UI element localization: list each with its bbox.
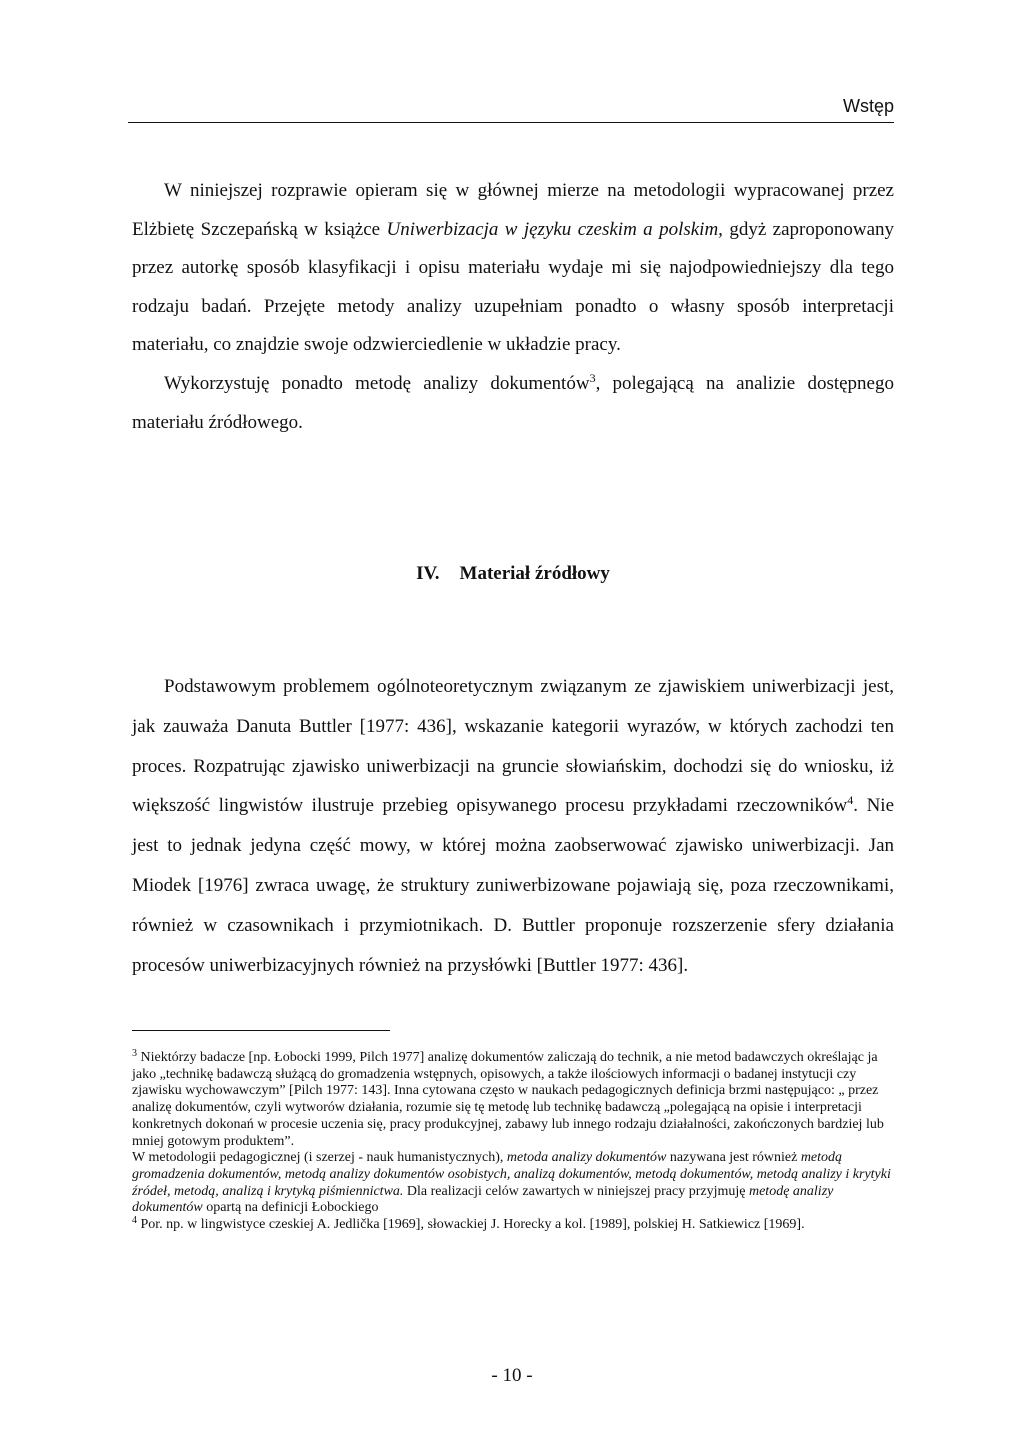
paragraph: W niniejszej rozprawie opieram się w głównej mierze na metodologii wypracowanej przez Elżbietę Szczepańską w książce Uniwerbizacja w języku czeskim a polskim, gdyż zaproponowany przez autorkę sposób klasyfikacji i opisu materiału wydaje mi się najodpowiedniejszy dla tego rodzaju badań. Przejęte metody analizy uzupełniam ponadto o własny sposób interpretacji materiału, co znajdzie swoje odzwierciedlenie w układzie pracy. [132, 180, 894, 356]
paragraph: Podstawowym problemem ogólnoteoretycznym związanym ze zjawiskiem uniwerbizacji jest, jak zauważa Danuta Buttler [1977: 436], wskazanie kategorii wyrazów, w których zachodzi ten proces. Rozpatrując zjawisko uniwerbizacji na gruncie słowiańskim, dochodzi się do wniosku, iż większość lingwistów ilustruje przebieg opisywanego procesu przykładami rzeczowników$^4$. Nie jest to jednak jedyna część mowy, w której można zaobserwować zjawisko uniwerbizacji. Jan Miodek [1976] zwraca uwagę, że struktury zuniwerbizowane pojawiają się, poza rzeczownikami, również w czasownikach i przymiotnikach. D. Buttler proponuje rozszerzenie sfery działania procesów uniwerbizacyjnych również na przysłówki [Buttler 1977: 436]. [132, 676, 894, 976]
paragraph: Wykorzystuję ponadto metodę analizy dokumentów$^3$, polegającą na analizie dostępnego materiału źródłowego. [132, 370, 894, 433]
footnote-4: $^4$ Por. np. w lingwistyce czeskiej A. Jedlička [1969], słowackiej J. Horecky a kol. [1989], polskiej H. Satkiewicz [1969]. [132, 1215, 805, 1233]
footnote-3-continued: W metodologii pedagogicznej (i szerzej - nauk humanistycznych), metoda analizy dokumentów nazywana jest również metodą gromadzenia dokumentów, metodą analizy dokumentów osobistych, analizą dokumentów, metodą dokumentów, metodą analizy i krytyki źródeł, metodą, analizą i krytyką piśmiennictwa. Dla realizacji celów zawartych w niniejszej pracy przyjmuję metodę analizy dokumentów opartą na definicji Łobockiego [132, 1150, 891, 1216]
footnote-ref[interactable]: 3 [589, 370, 596, 385]
footnote-number: 3 [132, 1048, 137, 1059]
footnote-ref[interactable]: 4 [847, 793, 854, 808]
section-one-text [132, 172, 894, 442]
page-number: - 10 - [491, 1365, 533, 1386]
footnote-3: $^3$ Niektórzy badacze [np. Łobocki 1999, Pilch 1977] analizę dokumentów zaliczają do technik, a nie metod badawczych określając ja jako „technikę badawczą służącą do gromadzenia wstępnych, opisowych, a także ilościowych informacji o badanej instytucji czy zjawisku wychowawczym” [Pilch 1977: 143]. Inna cytowana często w naukach pedagogicznych definicja brzmi następująco: „ przez analizę dokumentów, czyli wytworów działania, rozumie się tę metodę lub technikę badawczą „polegającą na opisie i interpretacji konkretnych dokonań w procesie uczenia się, pracy produkcyjnej, zabawy lub innego rodzaju działalności, zakończonych bardziej lub mniej gotowym produktem”. [132, 1048, 884, 1149]
section-heading [132, 563, 894, 585]
footnotes [132, 1050, 894, 1234]
running-head: Wstęp [128, 96, 894, 123]
footnote-number: 4 [132, 1215, 137, 1227]
book-title: Uniwerbizacja w języku czeskim a polskim, [386, 218, 723, 240]
section-number: IV. [416, 563, 440, 584]
section-title: Materiał źródłowy [459, 563, 610, 584]
footnote-separator [132, 1030, 390, 1031]
section-two-text [132, 667, 894, 985]
